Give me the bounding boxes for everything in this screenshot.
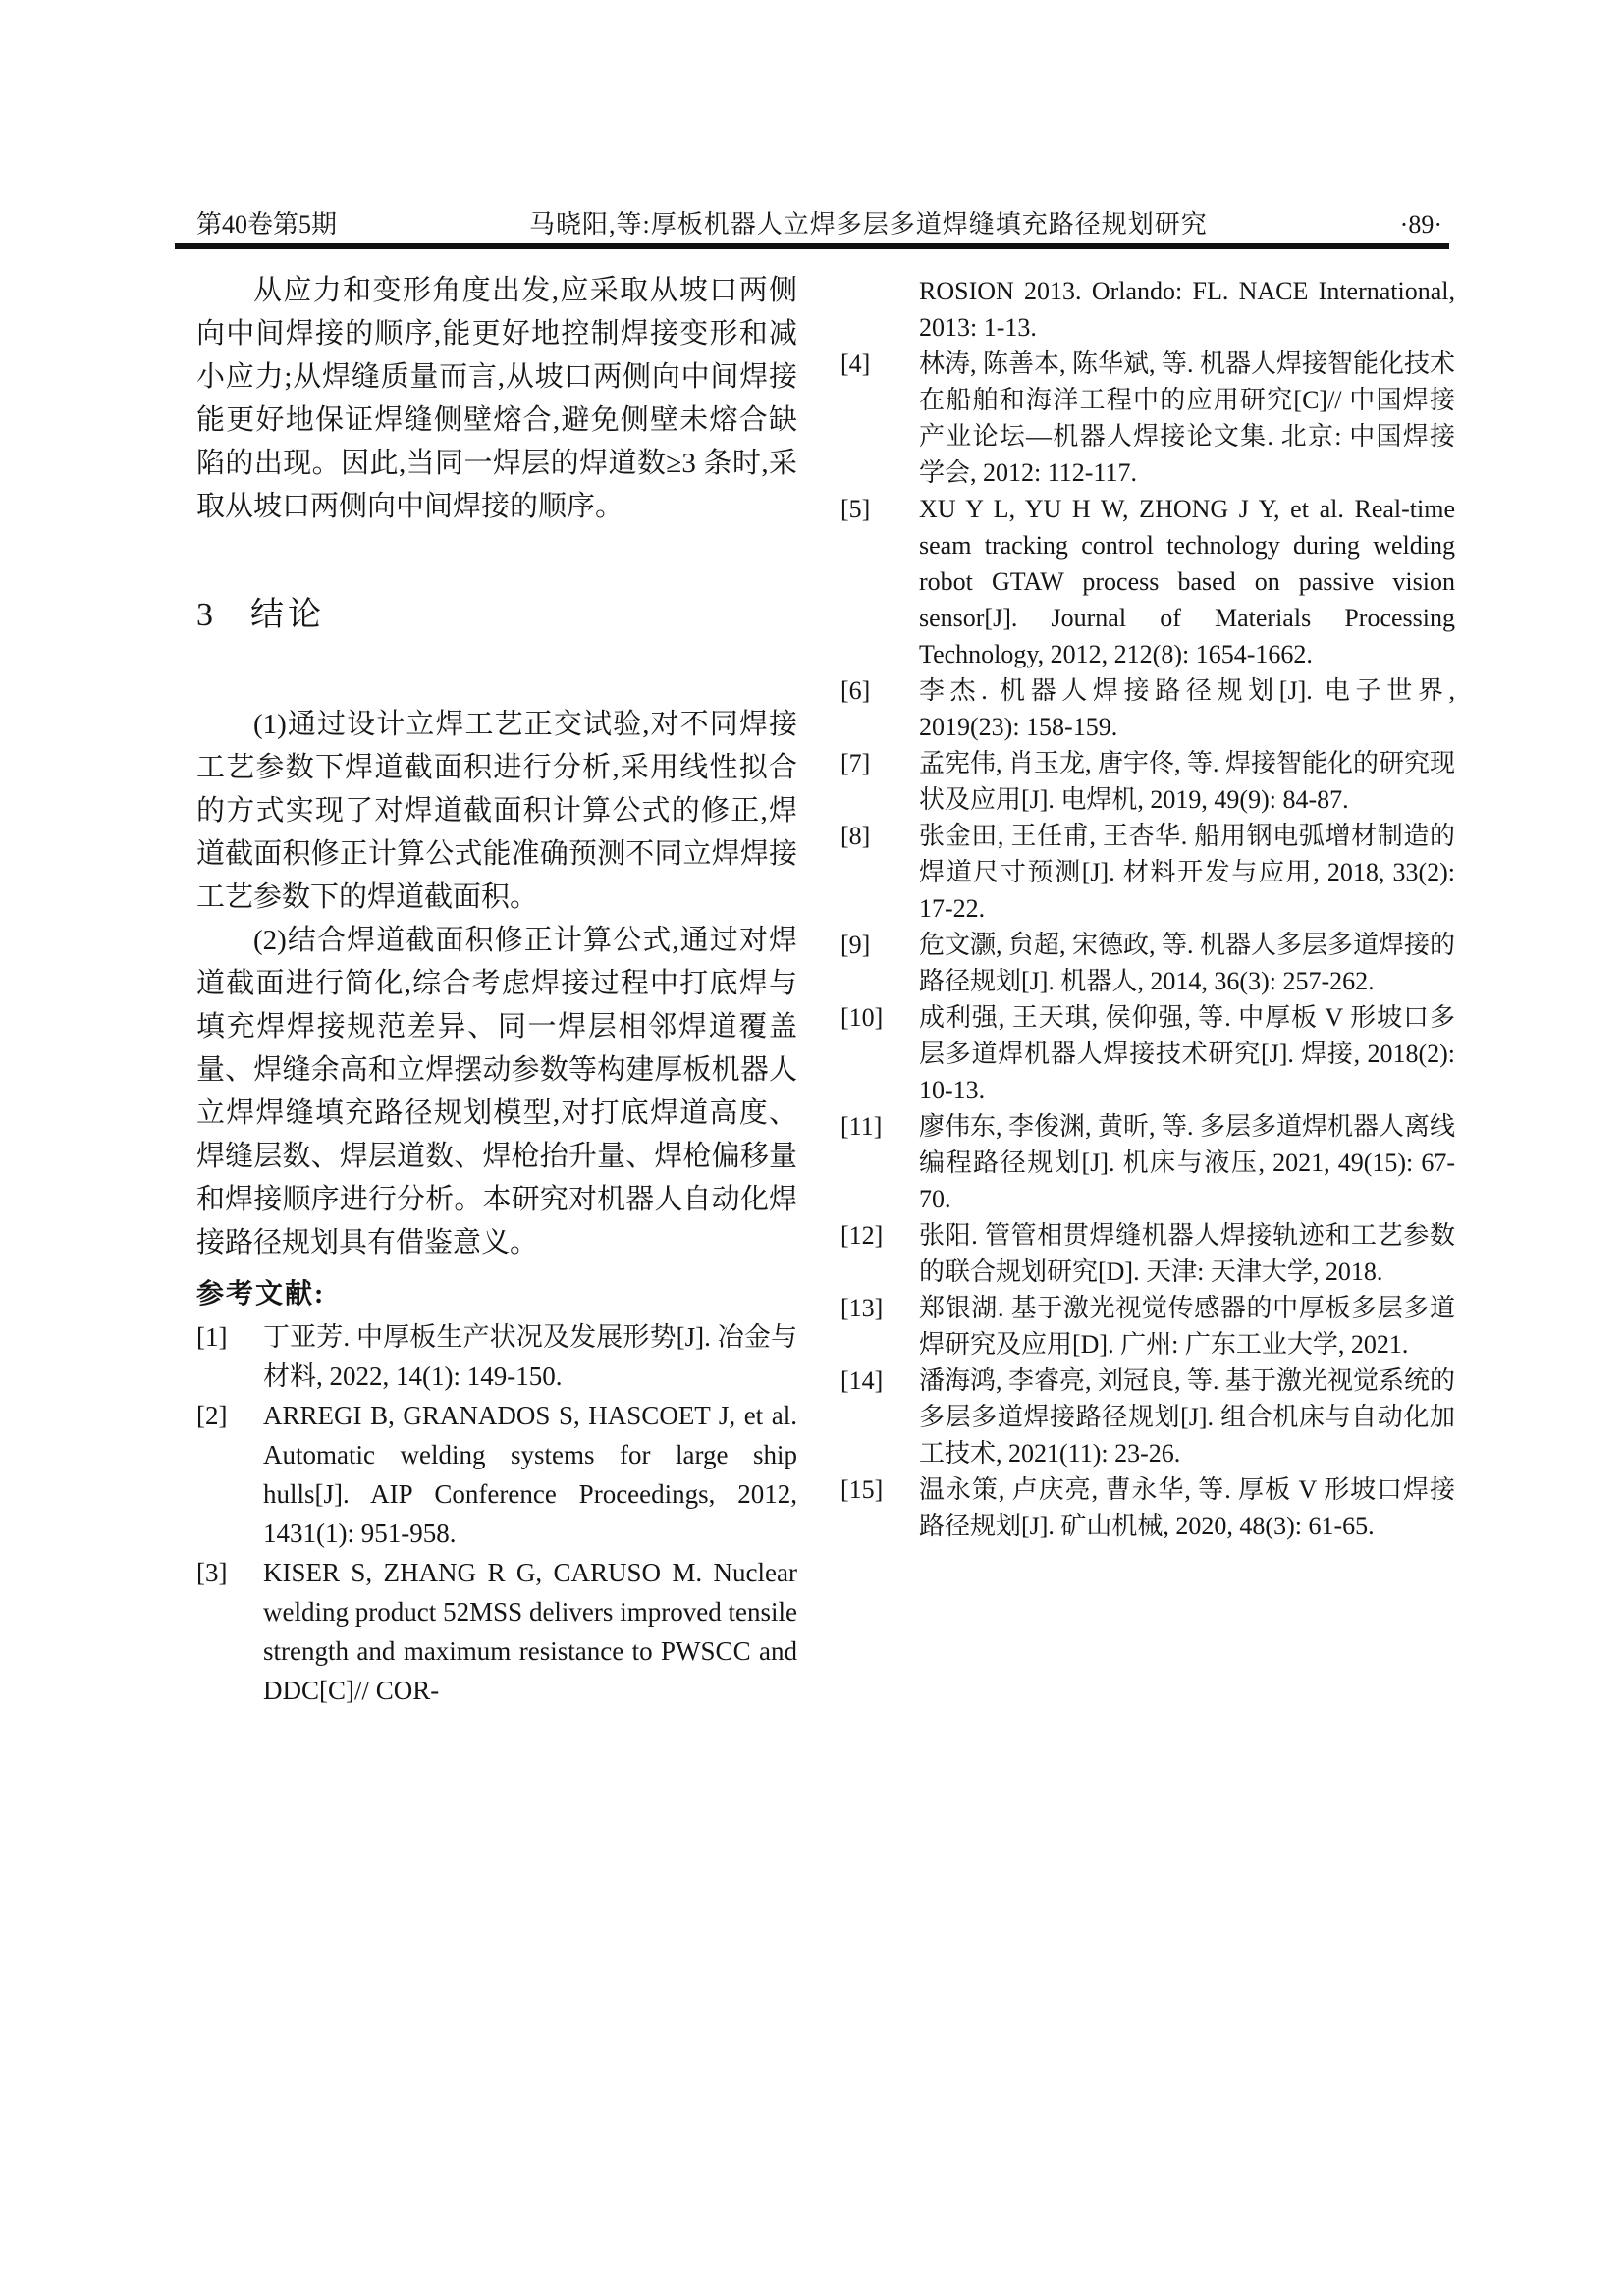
reference-item-9 (840, 927, 1455, 999)
reference-label: [15] (840, 1475, 884, 1504)
reference-label: [4] (840, 349, 871, 378)
page-header (196, 204, 1442, 243)
section-title: 结论 (250, 597, 325, 633)
paragraph-welding-order: 从应力和变形角度出发,应采取从坡口两侧向中间焊接的顺序,能更好地控制焊接变形和减小应力;从焊缝质量而言,从坡口两侧向中间焊接能更好地保证焊缝侧壁熔合,避免侧壁未熔合缺陷的出现。因此,当同一焊层的焊道数≥3 条时,采取从坡口两侧向中间焊接的顺序。 (196, 275, 797, 522)
reference-item-13 (840, 1290, 1455, 1362)
reference-text: 丁亚芳. 中厚板生产状况及发展形势[J]. 冶金与材料, 2022, 14(1): 149-150. (263, 1322, 797, 1391)
reference-text: ARREGI B, GRANADOS S, HASCOET J, et al. Automatic welding systems for large ship hulls[J]. AIP Conference Proceedings, 2012, 1431(1): 951-958. (263, 1401, 797, 1548)
reference-label: [3] (196, 1558, 228, 1587)
reference-label: [7] (840, 749, 871, 777)
references-heading: 参考文献: (196, 1279, 326, 1309)
reference-text: 张金田, 王任甫, 王杏华. 船用钢电弧增材制造的焊道尺寸预测[J]. 材料开发与应用, 2018, 33(2): 17-22. (919, 822, 1455, 923)
reference-item-10 (840, 999, 1455, 1108)
reference-label: [1] (196, 1322, 228, 1352)
reference-item-7 (840, 745, 1455, 818)
reference-text: 廖伟东, 李俊渊, 黄昕, 等. 多层多道焊机器人离线编程路径规划[J]. 机床与液压, 2021, 49(15): 67-70. (919, 1112, 1456, 1213)
reference-text: 危文灏, 贠超, 宋德政, 等. 机器人多层多道焊接的路径规划[J]. 机器人, 2014, 36(3): 257-262. (919, 931, 1456, 995)
reference-text: 潘海鸿, 李睿亮, 刘冠良, 等. 基于激光视觉系统的多层多道焊接路径规划[J]. 组合机床与自动化加工技术, 2021(11): 23-26. (919, 1366, 1456, 1468)
reference-label: [13] (840, 1294, 884, 1322)
reference-text: XU Y L, YU H W, ZHONG J Y, et al. Real-time seam tracking control technology during welding robot GTAW process based on passive vision sensor[J]. Journal of Materials Processing Technology, 2012, 212(8): 1654-1662. (919, 495, 1455, 668)
reference-text: 林涛, 陈善本, 陈华斌, 等. 机器人焊接智能化技术在船舶和海洋工程中的应用研究[C]// 中国焊接产业论坛—机器人焊接论文集. 北京: 中国焊接学会, 2012: 112-117. (919, 349, 1456, 487)
reference-label: [6] (840, 676, 871, 705)
reference-label: [10] (840, 1003, 884, 1032)
running-title: 马晓阳,等:厚板机器人立焊多层多道焊缝填充路径规划研究 (528, 210, 1208, 239)
reference-item-8 (840, 818, 1455, 927)
reference-label: [5] (840, 495, 871, 523)
reference-item-14 (840, 1362, 1455, 1471)
section-number: 3 (196, 597, 213, 633)
conclusion-item-1: (1)通过设计立焊工艺正交试验,对不同焊接工艺参数下焊道截面积进行分析,采用线性拟合的方式实现了对焊道截面积计算公式的修正,焊道截面积修正计算公式能准确预测不同立焊焊接工艺参数下的焊道截面积。 (196, 709, 797, 913)
reference-item-2 (196, 1396, 797, 1553)
page-number: ·89· (1399, 210, 1442, 239)
reference-text: KISER S, ZHANG R G, CARUSO M. Nuclear welding product 52MSS delivers improved tensile strength and maximum resistance to PWSCC and DDC[C]// COR- (263, 1558, 797, 1705)
reference-item-4 (840, 346, 1455, 491)
volume-issue: 第40卷第5期 (196, 210, 338, 239)
reference-text: 李杰. 机器人焊接路径规划[J]. 电子世界, 2019(23): 158-159. (919, 676, 1455, 741)
reference-item-12 (840, 1217, 1455, 1290)
reference-text: 孟宪伟, 肖玉龙, 唐宇佟, 等. 焊接智能化的研究现状及应用[J]. 电焊机, 2019, 49(9): 84-87. (919, 749, 1456, 814)
reference-item-1 (196, 1317, 797, 1396)
conclusion-item-2: (2)结合焊道截面积修正计算公式,通过对焊道截面进行简化,综合考虑焊接过程中打底焊与填充焊焊接规范差异、同一焊层相邻焊道覆盖量、焊缝余高和立焊摆动参数等构建厚板机器人立焊焊缝填充路径规划模型,对打底焊道高度、焊缝层数、焊层道数、焊枪抬升量、焊枪偏移量和焊接顺序进行分析。本研究对机器人自动化焊接路径规划具有借鉴意义。 (196, 925, 797, 1258)
right-column (840, 273, 1455, 1544)
reference-item-11 (840, 1108, 1455, 1217)
reference-text: 温永策, 卢庆亮, 曹永华, 等. 厚板 V 形坡口焊接路径规划[J]. 矿山机械, 2020, 48(3): 61-65. (919, 1475, 1455, 1540)
left-column (196, 269, 797, 1710)
reference-item-15 (840, 1471, 1455, 1544)
reference-text: ROSION 2013. Orlando: FL. NACE International, 2013: 1-13. (919, 277, 1455, 342)
reference-text: 成利强, 王天琪, 侯仰强, 等. 中厚板 V 形坡口多层多道焊机器人焊接技术研究[J]. 焊接, 2018(2): 10-13. (919, 1003, 1455, 1104)
reference-item-3-continuation (840, 273, 1455, 346)
reference-label: [11] (840, 1112, 883, 1141)
reference-label: [12] (840, 1221, 884, 1250)
header-rule (175, 243, 1449, 249)
reference-label: [8] (840, 822, 871, 850)
reference-label: [14] (840, 1366, 884, 1395)
reference-item-3 (196, 1553, 797, 1710)
section-heading-conclusion (196, 593, 797, 638)
reference-label: [9] (840, 931, 871, 959)
reference-text: 郑银湖. 基于激光视觉传感器的中厚板多层多道焊研究及应用[D]. 广州: 广东工业大学, 2021. (919, 1294, 1455, 1359)
reference-label: [2] (196, 1401, 228, 1430)
reference-item-6 (840, 672, 1455, 745)
reference-text: 张阳. 管管相贯焊缝机器人焊接轨迹和工艺参数的联合规划研究[D]. 天津: 天津大学, 2018. (919, 1221, 1455, 1286)
reference-item-5 (840, 491, 1455, 672)
